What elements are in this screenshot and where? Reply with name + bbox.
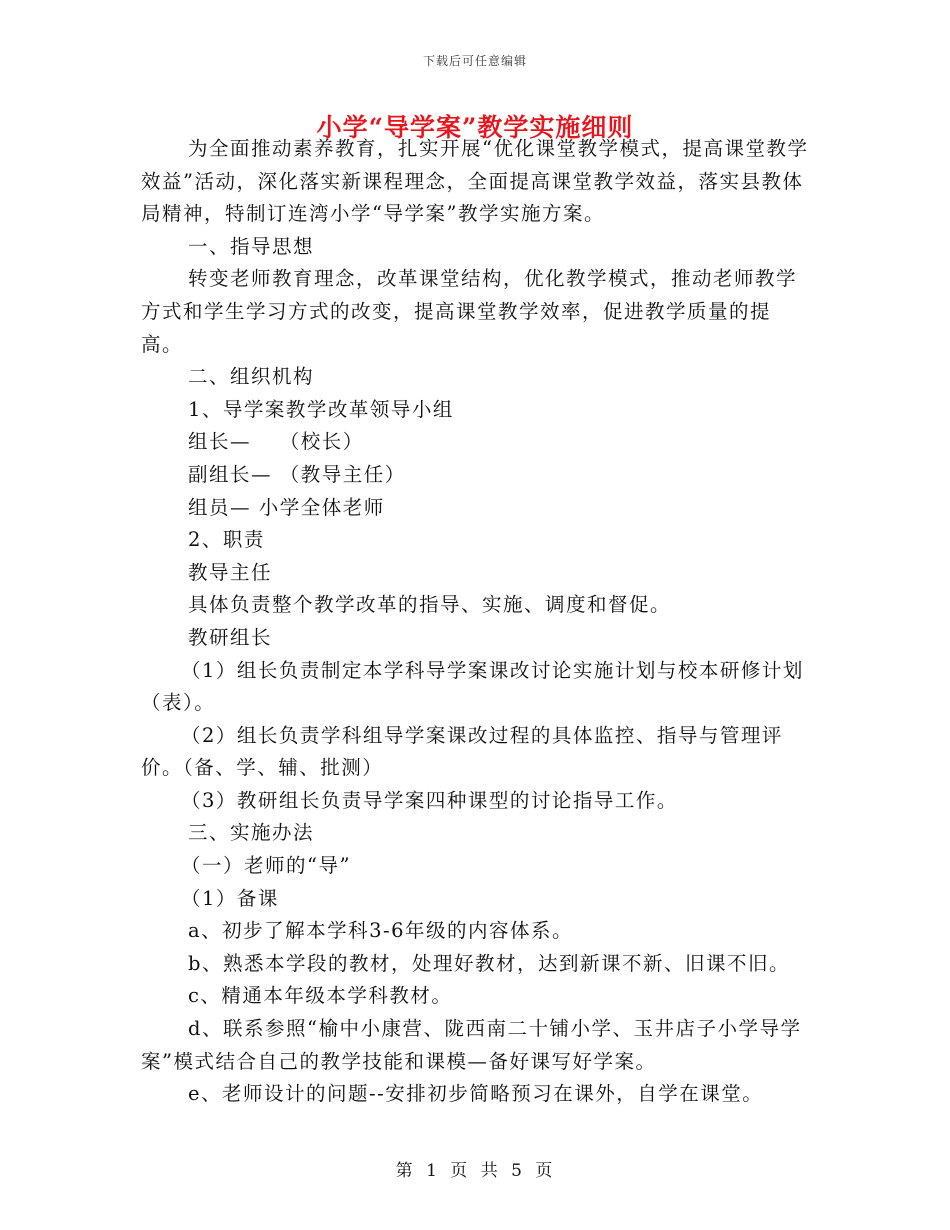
research-leader-duty-1: （1）组长负责制定本学科导学案课改讨论实施计划与校本研修计划（表）。 — [141, 658, 804, 715]
prep-item-d: d、联系参照“榆中小康营、陇西南二十铺小学、玉井店子小学导学案”模式结合自己的教学技能和课模—备好课写好学案。 — [141, 1017, 802, 1073]
document-title: 小学“导学案”教学实施细则 — [316, 113, 634, 142]
members-line: 组员— 小学全体老师 — [188, 495, 385, 519]
guiding-thought-paragraph: 转变老师教育理念，改革课堂结构，优化教学模式，推动老师教学方式和学生学习方式的改变，提高课堂教学效率，促进教学质量的提高。 — [141, 267, 798, 356]
role-research-leader: 教研组长 — [188, 625, 273, 649]
subheading-lesson-prep: （1）备课 — [181, 886, 279, 910]
prep-item-e: e、老师设计的问题--安排初步简略预习在课外，自学在课堂。 — [188, 1082, 764, 1106]
section-heading-organization: 二、组织机构 — [188, 365, 315, 389]
research-leader-duty-2: （2）组长负责学科组导学案课改过程的具体监控、指导与管理评价。（备、学、辅、批测） — [141, 723, 783, 780]
role-dean: 教导主任 — [188, 560, 273, 584]
prep-item-b: b、熟悉本学段的教材，处理好教材，达到新课不新、旧课不旧。 — [188, 951, 790, 975]
dean-duty-line: 具体负责整个教学改革的指导、实施、调度和督促。 — [188, 593, 672, 617]
section-heading-methods: 三、实施办法 — [188, 821, 315, 845]
research-leader-duty-3: （3）教研组长负责导学案四种课型的讨论指导工作。 — [181, 788, 678, 812]
header-note: 下载后可任意编辑 — [422, 54, 527, 68]
section-heading-guiding-thought: 一、指导思想 — [188, 234, 315, 258]
prep-item-c: c、精通本年级本学科教材。 — [188, 984, 453, 1008]
group-leader-line: 组长— （校长） — [188, 430, 364, 454]
page-footer: 第 1 页 共 5 页 — [395, 1161, 555, 1181]
deputy-leader-line: 副组长— （教导主任） — [188, 462, 406, 486]
subheading-duties: 2、职责 — [188, 528, 265, 552]
prep-item-a: a、初步了解本学科3-6年级的内容体系。 — [188, 919, 574, 943]
subheading-teacher-guide: （一）老师的“导” — [181, 854, 351, 878]
subheading-leadership-group: 1、导学案教学改革领导小组 — [188, 397, 454, 421]
document-body — [141, 133, 809, 1111]
intro-paragraph: 为全面推动素养教育，扎实开展“优化课堂教学模式，提高课堂教学效益”活动，深化落实新课程理念，全面提高课堂教学效益，落实县教体局精神，特制订连湾小学“导学案”教学实施方案。 — [141, 137, 809, 226]
